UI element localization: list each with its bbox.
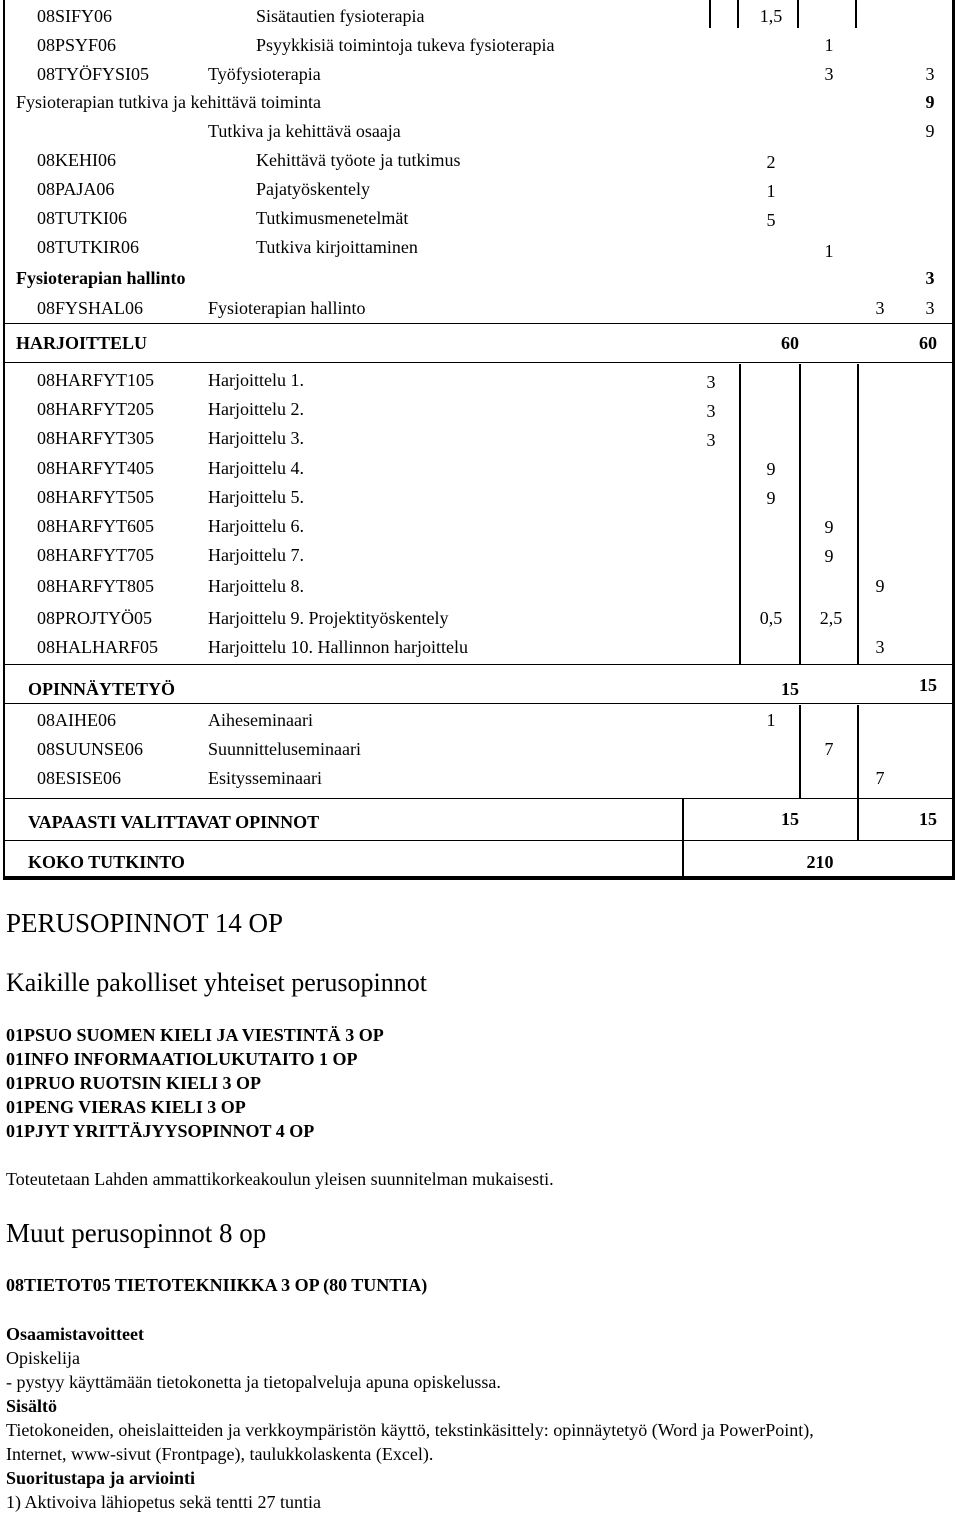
- course-line: 01PJYT YRITTÄJYYSOPINNOT 4 OP: [6, 1121, 315, 1141]
- goals-label: Osaamistavoitteet: [6, 1324, 144, 1344]
- credit-value: 15: [781, 809, 799, 829]
- credit-value: 9: [766, 459, 776, 479]
- column-line: [709, 0, 711, 28]
- credit-value: 3: [875, 298, 885, 318]
- column-line: [855, 0, 857, 28]
- credit-value: 9: [766, 488, 776, 508]
- course-name: Psyykkisiä toimintoja tukeva fysioterapia: [256, 35, 555, 55]
- course-code: 08HARFYT805: [37, 576, 155, 596]
- table-divider: [5, 840, 952, 841]
- method-line: 1) Aktivoiva lähiopetus sekä tentti 27 tuntia: [6, 1492, 321, 1512]
- course-code: 08PSYF06: [37, 35, 117, 55]
- credit-value: 3: [824, 64, 834, 84]
- credit-value: 7: [824, 739, 834, 759]
- section-subtitle: Kaikille pakolliset yhteiset perusopinnot: [6, 968, 427, 997]
- credit-value: 7: [875, 768, 885, 788]
- credit-total: 3: [925, 64, 935, 84]
- column-line: [857, 799, 859, 840]
- table-divider: [5, 664, 952, 665]
- column-line: [857, 364, 859, 664]
- course-name: Aiheseminaari: [208, 710, 313, 730]
- course-name: Harjoittelu 8.: [208, 576, 304, 596]
- credit-value: 9: [824, 546, 834, 566]
- credit-total: 9: [925, 121, 935, 141]
- credit-value: 15: [781, 679, 799, 699]
- course-name: Tutkiva ja kehittävä osaaja: [208, 121, 401, 141]
- credit-value: 9: [824, 517, 834, 537]
- course-name: Harjoittelu 2.: [208, 399, 304, 419]
- course-name: Harjoittelu 5.: [208, 487, 304, 507]
- course-name: Harjoittelu 4.: [208, 458, 304, 478]
- course-code: 08ESISE06: [37, 768, 122, 788]
- section-title: PERUSOPINNOT 14 OP: [6, 908, 284, 938]
- credit-value: 0,5: [759, 608, 783, 628]
- credit-value: 60: [781, 333, 799, 353]
- credit-value: 2: [766, 152, 776, 172]
- credit-value: 1: [766, 710, 776, 730]
- course-name: Kehittävä työote ja tutkimus: [256, 150, 461, 170]
- course-code: 08HARFYT605: [37, 516, 155, 536]
- credit-value: 2,5: [819, 608, 843, 628]
- course-name: Harjoittelu 1.: [208, 370, 304, 390]
- column-line: [682, 799, 684, 880]
- course-code: 08TUTKI06: [37, 208, 127, 228]
- course-name: Tutkimusmenetelmät: [256, 208, 409, 228]
- section-heading: VAPAASTI VALITTAVAT OPINNOT: [28, 812, 320, 832]
- column-line: [857, 705, 859, 798]
- course-name: Harjoittelu 10. Hallinnon harjoittelu: [208, 637, 468, 657]
- course-code: 08SUUNSE06: [37, 739, 144, 759]
- course-name: Työfysioterapia: [208, 64, 321, 84]
- section-heading: HARJOITTELU: [16, 333, 148, 353]
- course-name: Fysioterapian hallinto: [208, 298, 366, 318]
- course-code: 08PAJA06: [37, 179, 115, 199]
- column-line: [737, 0, 739, 28]
- credit-total: 210: [806, 852, 834, 872]
- method-label: Suoritustapa ja arviointi: [6, 1468, 196, 1488]
- course-code: 08KEHI06: [37, 150, 116, 170]
- course-code: 08FYSHAL06: [37, 298, 144, 318]
- table-divider: [5, 323, 952, 324]
- content-label: Sisältö: [6, 1396, 58, 1416]
- credit-total: 3: [925, 268, 935, 288]
- column-line: [799, 364, 801, 664]
- credit-value: 9: [875, 576, 885, 596]
- table-divider: [5, 362, 952, 363]
- course-name: Suunnitteluseminaari: [208, 739, 361, 759]
- column-line: [799, 705, 801, 798]
- course-line: 01PRUO RUOTSIN KIELI 3 OP: [6, 1073, 262, 1093]
- section-heading: Muut perusopinnot 8 op: [6, 1218, 267, 1248]
- course-code: 08HARFYT405: [37, 458, 155, 478]
- content-line: Tietokoneiden, oheislaitteiden ja verkkoympäristön käyttö, tekstinkäsittely: opinnäytetyö (Word ja PowerPoint),: [6, 1420, 814, 1440]
- credit-value: 1: [766, 181, 776, 201]
- course-code: 08HARFYT705: [37, 545, 155, 565]
- course-name: Esitysseminaari: [208, 768, 322, 788]
- course-name: Harjoittelu 7.: [208, 545, 304, 565]
- course-code: 08HARFYT305: [37, 428, 155, 448]
- course-name: Tutkiva kirjoittaminen: [256, 237, 418, 257]
- section-heading: Fysioterapian tutkiva ja kehittävä toiminta: [16, 92, 321, 112]
- course-name: Sisätautien fysioterapia: [256, 6, 425, 26]
- credit-value: 3: [706, 372, 716, 392]
- course-code: 08HALHARF05: [37, 637, 159, 657]
- course-code: 08AIHE06: [37, 710, 116, 730]
- credit-value: 1,5: [759, 6, 783, 26]
- student-label: Opiskelija: [6, 1348, 80, 1368]
- credit-value: 3: [875, 637, 885, 657]
- credit-total: 15: [919, 675, 937, 695]
- credit-value: 3: [706, 430, 716, 450]
- course-code: 08HARFYT205: [37, 399, 155, 419]
- course-name: Harjoittelu 3.: [208, 428, 304, 448]
- course-line: 01INFO INFORMAATIOLUKUTAITO 1 OP: [6, 1049, 358, 1069]
- column-line: [797, 0, 799, 28]
- goal-line: - pystyy käyttämään tietokonetta ja tietopalveluja apuna opiskelussa.: [6, 1372, 501, 1392]
- column-line: [739, 364, 741, 664]
- course-code: 08PROJTYÖ05: [37, 608, 153, 628]
- table-divider: [5, 798, 952, 799]
- course-name: Pajatyöskentely: [256, 179, 370, 199]
- credit-total: 3: [925, 298, 935, 318]
- credit-total: 9: [925, 92, 935, 112]
- credit-total: 15: [919, 809, 937, 829]
- course-name: Harjoittelu 6.: [208, 516, 304, 536]
- course-code: 08HARFYT505: [37, 487, 155, 507]
- course-line: 01PSUO SUOMEN KIELI JA VIESTINTÄ 3 OP: [6, 1025, 384, 1045]
- credit-total: 60: [919, 333, 937, 353]
- course-code: 08TUTKIR06: [37, 237, 139, 257]
- course-name: Harjoittelu 9. Projektityöskentely: [208, 608, 449, 628]
- table-divider: [5, 703, 952, 704]
- course-code: 08HARFYT105: [37, 370, 155, 390]
- content-line: Internet, www-sivut (Frontpage), taulukkolaskenta (Excel).: [6, 1444, 434, 1464]
- credit-value: 1: [824, 241, 834, 261]
- credit-value: 3: [706, 401, 716, 421]
- course-title: 08TIETOT05 TIETOTEKNIIKKA 3 OP (80 TUNTIA): [6, 1275, 428, 1295]
- credit-value: 5: [766, 210, 776, 230]
- note-text: Toteutetaan Lahden ammattikorkeakoulun yleisen suunnitelman mukaisesti.: [6, 1169, 554, 1189]
- section-heading: Fysioterapian hallinto: [16, 268, 186, 288]
- section-heading: OPINNÄYTETYÖ: [28, 679, 176, 699]
- course-code: 08SIFY06: [37, 6, 113, 26]
- course-code: 08TYÖFYSI05: [37, 64, 150, 84]
- course-line: 01PENG VIERAS KIELI 3 OP: [6, 1097, 246, 1117]
- section-heading: KOKO TUTKINTO: [28, 852, 185, 872]
- credit-value: 1: [824, 35, 834, 55]
